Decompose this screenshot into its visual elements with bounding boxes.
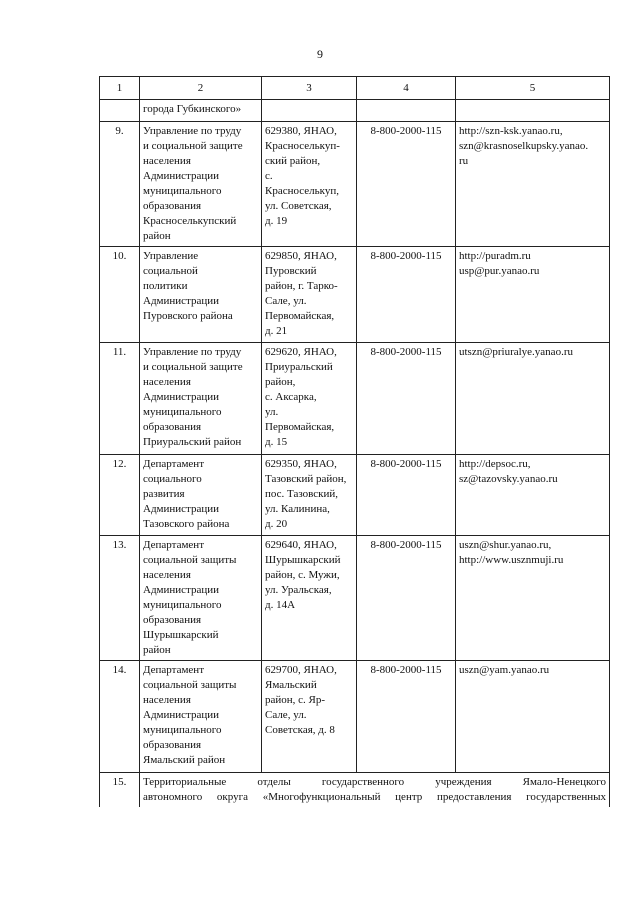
institution-phone: 8-800-2000-115 [357, 455, 456, 536]
institution-contacts: http://depsoc.ru, sz@tazovsky.yanao.ru [456, 455, 610, 536]
institution-contacts: http://puradm.ru usp@pur.yanao.ru [456, 247, 610, 343]
institution-address: 629380, ЯНАО, Красноселькуп- ский район, с. Красноселькуп, ул. Советская, д. 19 [262, 122, 357, 247]
institution-phone: 8-800-2000-115 [357, 343, 456, 455]
institution-name: Департамент социальной защиты населения Администрации муниципального образования Ямальский район [140, 661, 262, 773]
column-header: 5 [456, 77, 610, 100]
row-number: 9. [100, 122, 140, 247]
institution-name: Управление по труду и социальной защите населения Администрации муниципального образования Приуральский район [140, 343, 262, 455]
institution-address: 629700, ЯНАО, Ямальский район, с. Яр- Сале, ул. Советская, д. 8 [262, 661, 357, 773]
column-header: 3 [262, 77, 357, 100]
institution-contacts: http://szn-ksk.yanao.ru, szn@krasnoselkupsky.yanao. ru [456, 122, 610, 247]
continuation-text: города Губкинского» [143, 103, 242, 115]
row-number: 14. [100, 661, 140, 773]
table-row [100, 661, 610, 773]
institution-address: 629850, ЯНАО, Пуровский район, г. Тарко- Сале, ул. Первомайская, д. 21 [262, 247, 357, 343]
spanning-text: Территориальные отделы государственного учреждения Ямало-Ненецкого автономного округа «Многофункциональный центр предоставления государственных [140, 773, 610, 808]
column-header: 2 [140, 77, 262, 100]
institution-contacts: uszn@shur.yanao.ru, http://www.usznmuji.ru [456, 536, 610, 661]
continuation-row [100, 100, 610, 122]
institution-contacts: utszn@priuralye.yanao.ru [456, 343, 610, 455]
table-row [100, 455, 610, 536]
institutions-table [99, 76, 610, 807]
institution-name: Управление социальной политики Администрации Пуровского района [140, 247, 262, 343]
row-number: 12. [100, 455, 140, 536]
institution-phone: 8-800-2000-115 [357, 661, 456, 773]
institution-contacts: uszn@yam.yanao.ru [456, 661, 610, 773]
institution-address: 629350, ЯНАО, Тазовский район, пос. Тазовский, ул. Калинина, д. 20 [262, 455, 357, 536]
table-row [100, 343, 610, 455]
institution-name: Департамент социальной защиты населения Администрации муниципального образования Шурышкарский район [140, 536, 262, 661]
institution-phone: 8-800-2000-115 [357, 247, 456, 343]
page-number: 9 [317, 47, 323, 61]
column-header: 1 [100, 77, 140, 100]
institution-address: 629620, ЯНАО, Приуральский район, с. Аксарка, ул. Первомайская, д. 15 [262, 343, 357, 455]
institution-name: Департамент социального развития Администрации Тазовского района [140, 455, 262, 536]
institution-name: Управление по труду и социальной защите населения Администрации муниципального образования Красноселькупский район [140, 122, 262, 247]
institution-phone: 8-800-2000-115 [357, 536, 456, 661]
column-header: 4 [357, 77, 456, 100]
table-row [100, 247, 610, 343]
row-number: 13. [100, 536, 140, 661]
header-row [100, 77, 610, 100]
institution-phone: 8-800-2000-115 [357, 122, 456, 247]
institution-address: 629640, ЯНАО, Шурышкарский район, с. Мужи, ул. Уральская, д. 14А [262, 536, 357, 661]
table-row [100, 122, 610, 247]
table-row [100, 536, 610, 661]
row-number: 11. [100, 343, 140, 455]
row-number: 10. [100, 247, 140, 343]
table-row [100, 773, 610, 808]
row-number: 15. [100, 773, 140, 808]
